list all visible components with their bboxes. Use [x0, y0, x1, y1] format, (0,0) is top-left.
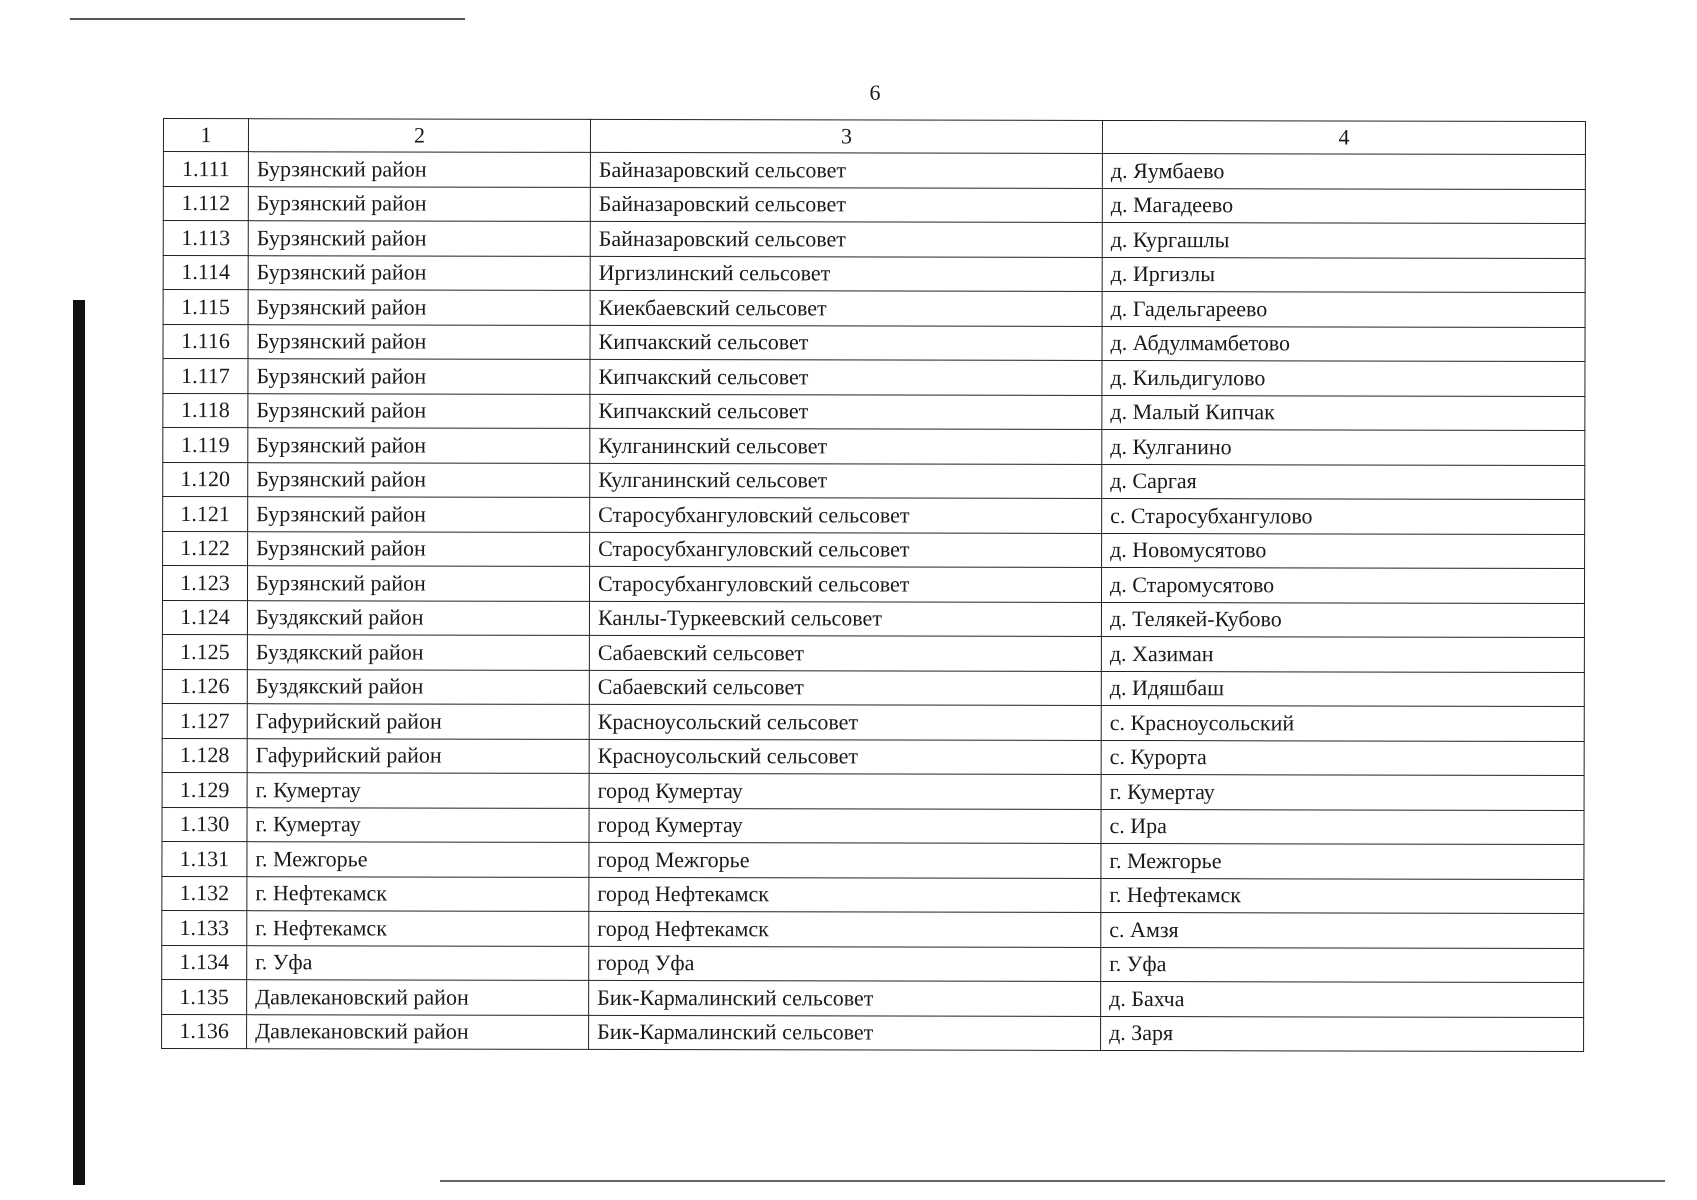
row-number: 1.119	[163, 428, 248, 463]
district-cell: Бурзянский район	[248, 324, 590, 359]
table-row	[163, 152, 1585, 189]
table-row	[162, 876, 1584, 913]
scan-artifact-bottom-line	[440, 1180, 1665, 1182]
row-number: 1.123	[162, 566, 247, 601]
council-cell: Канлы-Туркеевский сельсовет	[589, 601, 1101, 637]
settlement-cell: с. Красноусольский	[1101, 705, 1584, 741]
row-number: 1.125	[162, 634, 247, 669]
table-row	[162, 841, 1584, 878]
table-row	[162, 566, 1584, 603]
row-number: 1.128	[162, 738, 247, 773]
settlement-cell: д. Магадеево	[1102, 188, 1585, 224]
row-number: 1.115	[163, 290, 248, 325]
table-row	[163, 393, 1585, 430]
settlement-cell: д. Бахча	[1101, 981, 1584, 1017]
settlement-cell: д. Кургашлы	[1102, 222, 1585, 258]
district-cell: Бурзянский район	[248, 221, 590, 256]
district-cell: Бурзянский район	[248, 255, 590, 290]
council-cell: город Нефтекамск	[589, 911, 1101, 947]
table-row	[162, 1014, 1584, 1051]
scan-artifact-top-line	[70, 18, 465, 20]
council-cell: Красноусольский сельсовет	[589, 704, 1101, 740]
row-number: 1.126	[162, 669, 247, 704]
settlement-cell: д. Яумбаево	[1102, 153, 1585, 189]
district-cell: Буздякский район	[247, 635, 589, 670]
table-row	[162, 772, 1584, 809]
table-row	[163, 359, 1585, 396]
table-row	[163, 186, 1585, 223]
row-number: 1.133	[162, 910, 247, 945]
row-number: 1.114	[163, 255, 248, 290]
page-number: 6	[869, 80, 881, 105]
table-row	[163, 428, 1585, 465]
row-number: 1.129	[162, 772, 247, 807]
row-number: 1.135	[162, 979, 247, 1014]
council-cell: Кипчакский сельсовет	[590, 325, 1102, 361]
council-cell: Кипчакский сельсовет	[590, 394, 1102, 430]
header-col-2: 2	[248, 119, 590, 153]
table-row	[163, 497, 1585, 534]
settlement-cell: д. Старомусятово	[1101, 567, 1584, 603]
council-cell: город Уфа	[589, 946, 1101, 982]
council-cell: Старосубхангуловский сельсовет	[590, 532, 1102, 568]
table-row	[163, 255, 1585, 292]
district-cell: Гафурийский район	[247, 704, 589, 739]
table-body	[162, 152, 1586, 1052]
table-header-row	[163, 119, 1585, 155]
settlement-cell: д. Абдулмамбетово	[1102, 326, 1585, 362]
district-cell: г. Нефтекамск	[247, 876, 589, 911]
district-cell: Давлекановский район	[247, 980, 589, 1015]
settlement-cell: д. Новомусятово	[1102, 533, 1585, 569]
row-number: 1.130	[162, 807, 247, 842]
settlement-cell: д. Хазиман	[1101, 636, 1584, 672]
row-number: 1.124	[162, 600, 247, 635]
district-cell: г. Межгорье	[247, 842, 589, 877]
council-cell: Кипчакский сельсовет	[590, 359, 1102, 395]
district-cell: Бурзянский район	[248, 497, 590, 532]
settlement-cell: с. Старосубхангулово	[1102, 498, 1585, 534]
council-cell: Старосубхангуловский сельсовет	[590, 497, 1102, 533]
settlement-cell: г. Уфа	[1101, 947, 1584, 983]
settlement-cell: д. Кильдигулово	[1102, 360, 1585, 396]
council-cell: город Межгорье	[589, 842, 1101, 878]
settlement-cell: г. Кумертау	[1101, 774, 1584, 810]
scan-artifact-left-bar	[73, 300, 85, 1185]
row-number: 1.111	[163, 152, 248, 187]
table-row	[163, 290, 1585, 327]
settlement-cell: д. Идяшбаш	[1101, 671, 1584, 707]
district-cell: Бурзянский район	[248, 393, 590, 428]
table-row	[163, 462, 1585, 499]
district-cell: Бурзянский район	[248, 290, 590, 325]
header-col-4: 4	[1102, 120, 1585, 154]
table-row	[162, 945, 1584, 982]
district-cell: г. Кумертау	[247, 773, 589, 808]
council-cell: Байназаровский сельсовет	[590, 221, 1102, 257]
settlement-cell: д. Саргая	[1102, 464, 1585, 500]
district-cell: Бурзянский район	[248, 462, 590, 497]
district-cell: Давлекановский район	[247, 1014, 589, 1049]
table-row	[162, 669, 1584, 706]
district-cell: г. Уфа	[247, 945, 589, 980]
row-number: 1.118	[163, 393, 248, 428]
header-col-3: 3	[590, 119, 1102, 153]
row-number: 1.127	[162, 703, 247, 738]
district-cell: Бурзянский район	[248, 359, 590, 394]
settlement-cell: г. Межгорье	[1101, 843, 1584, 879]
council-cell: Бик-Кармалинский сельсовет	[589, 1015, 1101, 1051]
district-cell: Бурзянский район	[248, 152, 590, 187]
district-cell: Бурзянский район	[248, 531, 590, 566]
district-cell: г. Кумертау	[247, 807, 589, 842]
council-cell: Байназаровский сельсовет	[590, 152, 1102, 188]
row-number: 1.121	[163, 497, 248, 532]
table-row	[162, 703, 1584, 740]
row-number: 1.131	[162, 841, 247, 876]
council-cell: Красноусольский сельсовет	[589, 739, 1101, 775]
settlement-cell: д. Телякей-Кубово	[1101, 602, 1584, 638]
table-row	[163, 324, 1585, 361]
row-number: 1.134	[162, 945, 247, 980]
settlement-cell: д. Малый Кипчак	[1102, 395, 1585, 431]
council-cell: Бик-Кармалинский сельсовет	[589, 980, 1101, 1016]
district-cell: Бурзянский район	[248, 428, 590, 463]
table-row	[162, 979, 1584, 1016]
header-col-1: 1	[163, 119, 248, 152]
table-row	[163, 221, 1585, 258]
district-cell: Бурзянский район	[248, 186, 590, 221]
council-cell: город Кумертау	[589, 773, 1101, 809]
council-cell: Старосубхангуловский сельсовет	[589, 566, 1101, 602]
council-cell: Кулганинский сельсовет	[590, 428, 1102, 464]
council-cell: Иргизлинский сельсовет	[590, 256, 1102, 292]
district-cell: Гафурийский район	[247, 738, 589, 773]
district-cell: г. Нефтекамск	[247, 911, 589, 946]
row-number: 1.113	[163, 221, 248, 256]
table-row	[162, 600, 1584, 637]
row-number: 1.136	[162, 1014, 247, 1049]
table-row	[162, 807, 1584, 844]
table-row	[162, 738, 1584, 775]
row-number: 1.116	[163, 324, 248, 359]
row-number: 1.120	[163, 462, 248, 497]
table-row	[163, 531, 1585, 568]
row-number: 1.122	[163, 531, 248, 566]
council-cell: Киекбаевский сельсовет	[590, 290, 1102, 326]
council-cell: Кулганинский сельсовет	[590, 463, 1102, 499]
council-cell: город Нефтекамск	[589, 877, 1101, 913]
row-number: 1.112	[163, 186, 248, 221]
settlement-cell: д. Иргизлы	[1102, 257, 1585, 293]
table-row	[162, 634, 1584, 671]
settlement-cell: д. Заря	[1101, 1016, 1584, 1052]
settlement-cell: г. Нефтекамск	[1101, 878, 1584, 914]
council-cell: Байназаровский сельсовет	[590, 187, 1102, 223]
council-cell: Сабаевский сельсовет	[589, 670, 1101, 706]
settlement-cell: с. Ира	[1101, 809, 1584, 845]
settlement-cell: с. Курорта	[1101, 740, 1584, 776]
settlement-cell: д. Гадельгареево	[1102, 291, 1585, 327]
settlement-cell: д. Кулганино	[1102, 429, 1585, 465]
row-number: 1.132	[162, 876, 247, 911]
district-cell: Буздякский район	[247, 669, 589, 704]
district-cell: Буздякский район	[247, 600, 589, 635]
council-cell: Сабаевский сельсовет	[589, 635, 1101, 671]
row-number: 1.117	[163, 359, 248, 394]
settlements-table	[161, 118, 1586, 1052]
settlement-cell: с. Амзя	[1101, 912, 1584, 948]
table-row	[162, 910, 1584, 947]
district-cell: Бурзянский район	[247, 566, 589, 601]
council-cell: город Кумертау	[589, 808, 1101, 844]
